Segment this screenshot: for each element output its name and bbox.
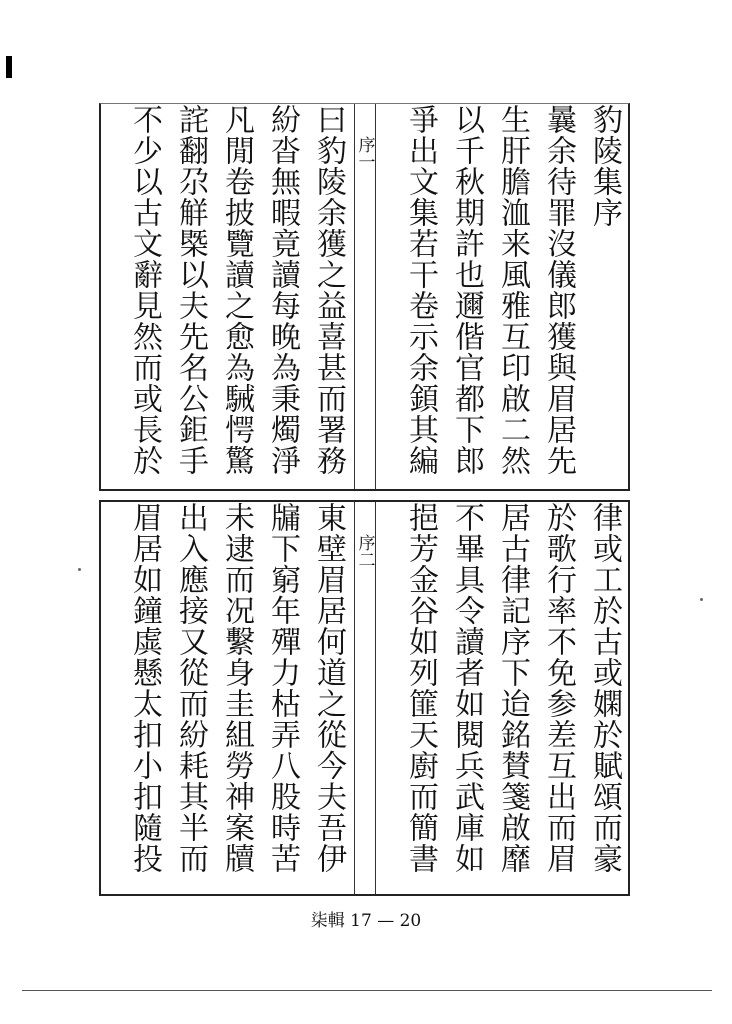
text-column: 牖下窮年殫力枯弄八股時苦 <box>265 502 300 874</box>
text-column: 出入應接又從而紛耗其半而 <box>173 502 208 874</box>
text-column: 曰豹陵余獲之益喜甚而署務 <box>311 104 346 476</box>
scan-edge-mark <box>6 56 12 78</box>
text-column: 詫翻尕觧㮣以夫先名公鉅手 <box>173 104 208 476</box>
text-column: 以千秋期許也邇偕官都下郎 <box>449 104 484 476</box>
text-column: 曩余待罪沒儀郎獲與眉居先 <box>541 104 576 476</box>
text-column: 紛沓無暇竟讀每晚為秉燭淨 <box>265 104 300 476</box>
page-number: 柒輯 17 — 20 <box>310 911 422 931</box>
title-text: 豹陵集序 <box>587 104 622 228</box>
scan-bottom-line <box>22 990 712 991</box>
text-column: 爭出文集若干卷示余顉其編 <box>403 104 438 476</box>
text-column: 挹芳金谷如列篚天廚而簡書 <box>403 502 438 874</box>
text-column: 不畢具令讀者如閱兵武庫如 <box>449 502 484 874</box>
top-text-panel <box>99 103 630 491</box>
text-column: 東壁眉居何道之從今夫吾伊 <box>311 502 346 874</box>
bottom-text-panel <box>99 500 630 896</box>
text-column: 凡閒卷披覽讀之愈為駴愕驚 <box>219 104 254 476</box>
text-column: 不少以古文辭見然而或長於 <box>127 104 162 476</box>
text-column: 未逮而况繫身圭組勞神案牘 <box>219 502 254 874</box>
text-column: 於歌行率不免参差互出而眉 <box>541 502 576 874</box>
page-margin-label: 序一 <box>354 104 376 489</box>
text-column: 居古律記序下迨銘賛箋啟靡 <box>495 502 530 874</box>
text-column: 律或工於古或嫻於賦頌而豪 <box>587 502 622 874</box>
text-column <box>584 104 624 489</box>
page-margin-label: 序二 <box>354 502 376 894</box>
scan-speck <box>700 598 703 601</box>
scan-speck <box>78 568 81 571</box>
text-column: 生肝膽洫来風雅互印啟二然 <box>495 104 530 476</box>
text-column: 眉居如鐘虡懸太扣小扣隨投 <box>127 502 162 874</box>
